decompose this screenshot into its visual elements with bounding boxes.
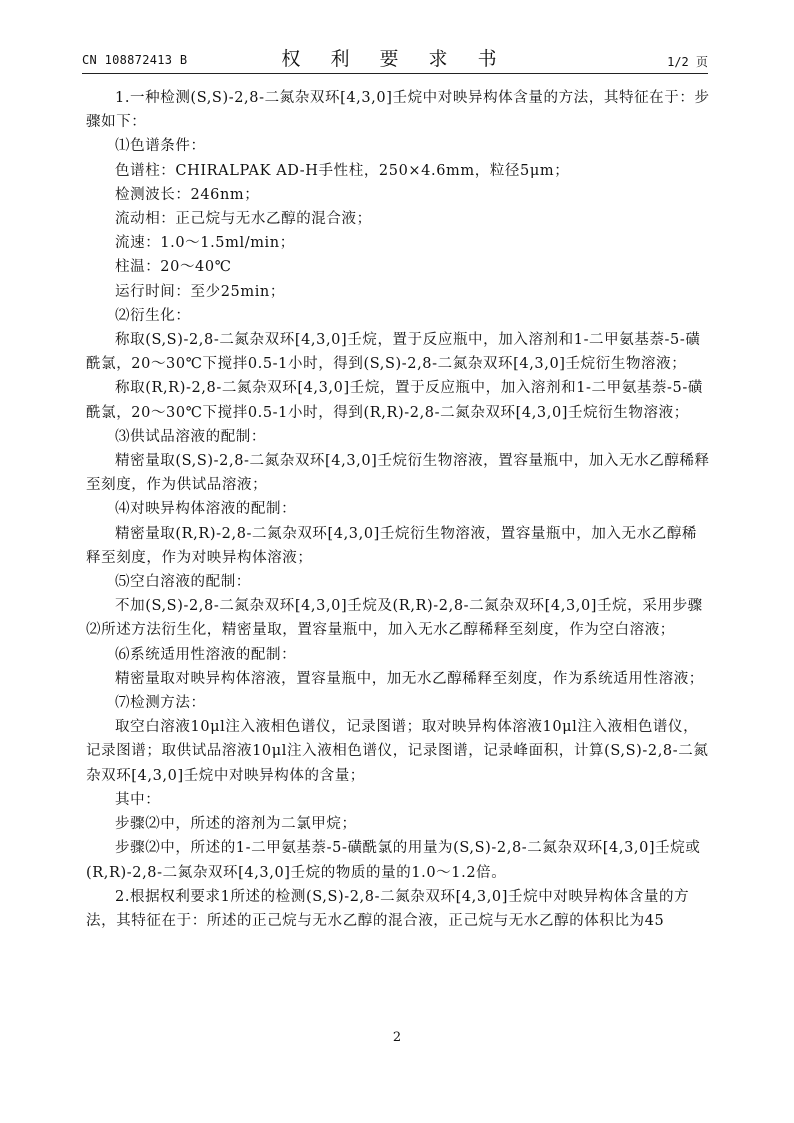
step-3-heading: ⑶供试品溶液的配制： [115, 428, 266, 445]
header-divider [82, 73, 708, 74]
page-indicator: 1/2 页 [667, 55, 708, 69]
suitability-solution-prep: 精密量取对映异构体溶液，置容量瓶中，加无水乙醇稀释至刻度，作为系统适用性溶液； [115, 670, 704, 687]
derivatization-ss: 称取(S,S)-2,8-二氮杂双环[4,3,0]壬烷，置于反应瓶中，加入溶剂和1-二甲氨基萘-5-磺酰氯，20～30℃下搅拌0.5-1小时，得到(S,S)-2,8-二氮杂双环[4,3,0]壬烷衍生物溶液； [86, 332, 701, 373]
publication-number: CN 108872413 B [82, 53, 188, 67]
wavelength-spec: 检测波长：246nm； [115, 186, 260, 203]
document-title: 权 利 要 求 书 [281, 48, 509, 70]
detection-method: 取空白溶液10μl注入液相色谱仪，记录图谱；取对映异构体溶液10μl注入液相色谱仪，记录图谱；取供试品溶液10μl注入液相色谱仪，记录图谱，记录峰面积，计算(S,S)-2,8-二氮杂双环[4,3,0]壬烷中对映异构体的含量； [86, 719, 709, 784]
enantiomer-solution-prep: 精密量取(R,R)-2,8-二氮杂双环[4,3,0]壬烷衍生物溶液，置容量瓶中，加入无水乙醇稀释至刻度，作为对映异构体溶液； [86, 525, 698, 566]
claims-body [86, 86, 712, 933]
step-2-heading: ⑵衍生化： [115, 307, 191, 324]
column-spec: 色谱柱：CHIRALPAK AD-H手性柱，250×4.6mm，粒径5μm； [115, 162, 570, 179]
derivatization-rr: 称取(R,R)-2,8-二氮杂双环[4,3,0]壬烷，置于反应瓶中，加入溶剂和1-二甲氨基萘-5-磺酰氯，20～30℃下搅拌0.5-1小时，得到(R,R)-2,8-二氮杂双环[4,3,0]壬烷衍生物溶液； [86, 380, 703, 421]
step-1-heading: ⑴色谱条件： [115, 138, 206, 155]
step-5-heading: ⑸空白溶液的配制： [115, 574, 251, 591]
column-temp-spec: 柱温：20～40℃ [115, 259, 232, 276]
mobile-phase-spec: 流动相：正己烷与无水乙醇的混合液； [115, 211, 372, 228]
step-7-heading: ⑺检测方法： [115, 695, 206, 712]
blank-solution-prep: 不加(S,S)-2,8-二氮杂双环[4,3,0]壬烷及(R,R)-2,8-二氮杂双环[4,3,0]壬烷，采用步骤⑵所述方法衍生化，精密量取，置容量瓶中，加入无水乙醇稀释至刻度，作为空白溶液； [86, 598, 703, 639]
claim-2: 2.根据权利要求1所述的检测(S,S)-2,8-二氮杂双环[4,3,0]壬烷中对映异构体含量的方法，其特征在于：所述的正己烷与无水乙醇的混合液，正己烷与无水乙醇的体积比为45 [86, 888, 690, 929]
run-time-spec: 运行时间：至少25min； [115, 283, 285, 300]
reagent-amount-note: 步骤⑵中，所述的1-二甲氨基萘-5-磺酰氯的用量为(S,S)-2,8-二氮杂双环[4,3,0]壬烷或(R,R)-2,8-二氮杂双环[4,3,0]壬烷的物质的量的1.0～1.2倍。 [86, 840, 701, 881]
solvent-note: 步骤⑵中，所述的溶剂为二氯甲烷； [115, 816, 357, 833]
test-solution-prep: 精密量取(S,S)-2,8-二氮杂双环[4,3,0]壬烷衍生物溶液，置容量瓶中，加入无水乙醇稀释至刻度，作为供试品溶液； [86, 453, 710, 494]
page-header [82, 44, 708, 72]
flow-rate-spec: 流速：1.0～1.5ml/min； [115, 235, 295, 252]
step-4-heading: ⑷对映异构体溶液的配制： [115, 501, 297, 518]
page-number: 2 [392, 1030, 402, 1045]
step-6-heading: ⑹系统适用性溶液的配制： [115, 646, 297, 663]
claim-1-intro: 1.一种检测(S,S)-2,8-二氮杂双环[4,3,0]壬烷中对映异构体含量的方法，其特征在于：步骤如下： [86, 90, 710, 131]
wherein-label: 其中： [115, 791, 161, 808]
